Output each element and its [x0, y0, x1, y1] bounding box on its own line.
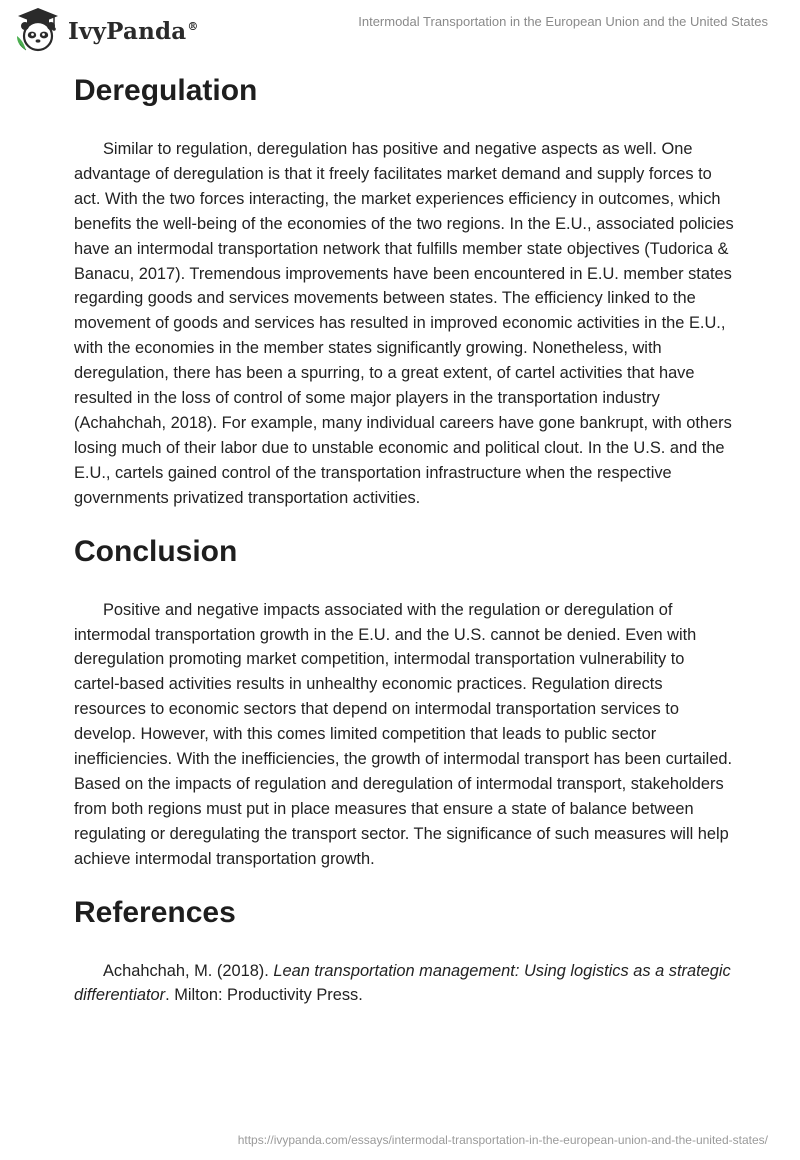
panda-graduation-cap-icon: [14, 6, 62, 52]
section-conclusion: [74, 527, 734, 872]
conclusion-heading: Conclusion: [74, 534, 238, 568]
reference-publisher: . Milton: Productivity Press.: [165, 986, 363, 1005]
source-url-link[interactable]: https://ivypanda.com/essays/intermodal-transportation-in-the-european-union-and-the-united-states/: [237, 1133, 768, 1147]
section-references: [74, 888, 734, 1009]
logo-text: IvyPanda®: [68, 17, 199, 45]
section-deregulation: [74, 66, 734, 511]
conclusion-paragraph: Positive and negative impacts associated with the regulation or deregulation of intermodal transportation growth in the E.U. and the U.S. cannot be denied. Even with deregulation promoting market competition, intermodal transportation vulnerability to cartel-based activities results in unhealthy economic practices. Regulation directs resources to economic sectors that depend on intermodal transportation services to develop. However, with this comes limited competition that leads to public sector inefficiencies. With the inefficiencies, the growth of intermodal transport has been curtailed. Based on the impacts of regulation and deregulation of intermodal transport, stakeholders from both regions must put in place measures that ensure a state of balance between regulating or deregulating the transport sector. The significance of such measures will help achieve intermodal transportation growth.: [74, 600, 733, 868]
deregulation-heading: Deregulation: [74, 74, 258, 107]
reference-entry: [74, 959, 734, 1009]
logo-link[interactable]: [14, 6, 199, 52]
document-title: Intermodal Transportation in the European Union and the United States: [358, 14, 768, 29]
deregulation-paragraph: Similar to regulation, deregulation has positive and negative aspects as well. One advantage of deregulation is that it freely facilitates market demand and supply forces to act. With the two forces interacting, the market experiences efficiency in outcomes, which benefits the well-being of the economies of the two regions. In the E.U., associated policies have an intermodal transportation network that fulfills member state objectives (Tudorica & Banacu, 2017). Tremendous improvements have been encountered in E.U. member states regarding goods and services movements between states. The efficiency linked to the movement of goods and services has resulted in improved economic activities in the E.U., with the economies in the member states significantly growing. Nonetheless, with deregulation, there has been a spurring, to a great extent, of cartel activities that have resulted in the loss of control of some major players in the transportation industry (Achahchah, 2018). For example, many individual careers have gone bankrupt, with others losing much of their labor due to unstable economic and political clout. In the U.S. and the E.U., cartels gained control of the transportation infrastructure when the respective governments privatized transportation activities.: [74, 140, 734, 507]
references-heading: References: [74, 895, 236, 929]
page-header: [0, 0, 800, 64]
reference-author-year: Achahchah, M. (2018).: [103, 961, 274, 980]
essay-content: [74, 66, 734, 1008]
reference-title: Lean transportation management: Using logistics as a strategic differentiator: [74, 961, 731, 1005]
